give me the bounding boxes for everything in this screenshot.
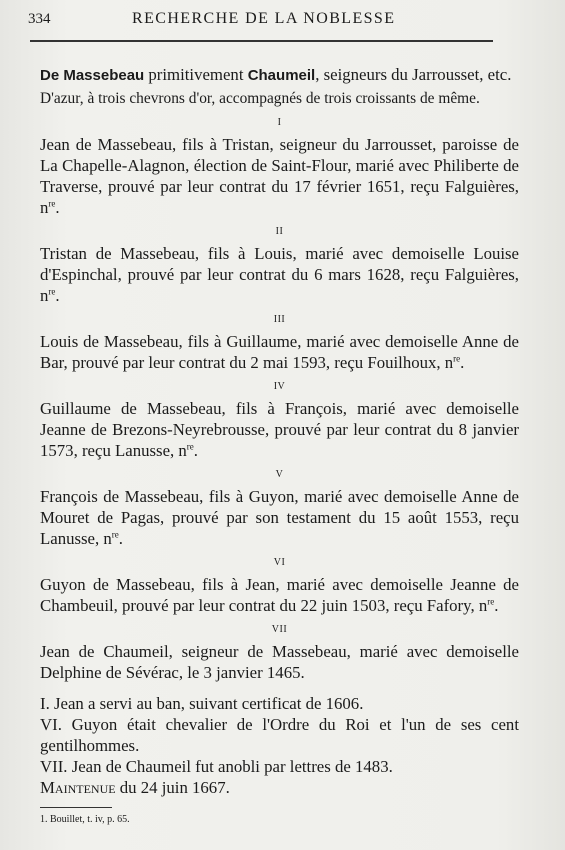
note-text: Guyon était chevalier de l'Ordre du Roi et l'un de ses cent gentilhommes. <box>40 715 519 755</box>
entry-end: . <box>55 286 60 305</box>
entry-superscript: re <box>48 198 56 209</box>
generation-entry <box>40 398 519 461</box>
coat-of-arms-description: D'azur, à trois chevrons d'or, accompagnés de trois croissants de même. <box>40 90 480 107</box>
generation-numeral: IV <box>273 381 286 392</box>
notes-section <box>40 693 519 777</box>
family-alias: Chaumeil <box>247 67 316 84</box>
heading-text: primitivement <box>144 65 248 84</box>
generation-entry <box>40 641 519 683</box>
entry-text: Guillaume de Massebeau, fils à François, marié avec demoiselle Jeanne de Brezons-Neyrebrousse, prouvé par leur contrat du 8 janvier 1573, reçu Lanusse, n <box>40 399 519 460</box>
page-body <box>28 64 521 798</box>
entry-superscript: re <box>48 286 56 297</box>
note-label: VII. <box>40 757 68 776</box>
running-title: RECHERCHE DE LA NOBLESSE <box>132 10 396 27</box>
entry-text: Jean de Chaumeil, seigneur de Massebeau, marié avec demoiselle Delphine de Sévérac, le 3 janvier 1465. <box>40 642 519 682</box>
entry-text: François de Massebeau, fils à Guyon, marié avec demoiselle Anne de Mouret de Pagas, prouvé par son testament du 15 août 1553, reçu Lanusse, n <box>40 487 519 548</box>
generation-numeral: V <box>275 469 284 480</box>
page-number: 334 <box>28 11 51 27</box>
genealogy-entries <box>40 116 519 683</box>
generation-numeral: I <box>277 117 282 128</box>
note-item <box>40 714 519 756</box>
entry-end: . <box>193 441 198 460</box>
generation-numeral: VII <box>271 624 288 635</box>
header-rule <box>30 40 493 42</box>
heading-text-2: , seigneurs du Jarrousset, etc. <box>315 65 512 84</box>
note-item <box>40 756 519 777</box>
entry-superscript: re <box>186 441 194 452</box>
maintenue-line <box>40 777 519 798</box>
maintenue-date: du 24 juin 1667. <box>115 778 230 797</box>
entry-text: Tristan de Massebeau, fils à Louis, marié avec demoiselle Louise d'Espinchal, prouvé par leur contrat du 6 mars 1628, reçu Falguières, n <box>40 244 519 305</box>
entry-end: . <box>118 529 123 548</box>
note-label: I. <box>40 694 50 713</box>
footnote-rule <box>40 807 112 808</box>
entry-superscript: re <box>111 529 119 540</box>
entry-end: . <box>55 198 60 217</box>
entry-superscript: re <box>453 353 461 364</box>
note-item <box>40 693 519 714</box>
running-head <box>28 10 521 38</box>
generation-entry <box>40 243 519 306</box>
generation-entry <box>40 574 519 616</box>
note-label: VI. <box>40 715 62 734</box>
entry-end: . <box>494 596 499 615</box>
generation-numeral: II <box>275 226 284 237</box>
family-heading <box>40 64 519 86</box>
note-text: Jean a servi au ban, suivant certificat de 1606. <box>49 694 364 713</box>
entry-end: . <box>460 353 465 372</box>
generation-entry <box>40 331 519 373</box>
generation-numeral: III <box>273 314 286 325</box>
entry-text: Guyon de Massebeau, fils à Jean, marié avec demoiselle Jeanne de Chambeuil, prouvé par leur contrat du 22 juin 1503, reçu Fafory, n <box>40 575 519 615</box>
note-text: Jean de Chaumeil fut anobli par lettres de 1483. <box>67 757 393 776</box>
footnote: 1. Bouillet, t. iv, p. 65. <box>40 814 130 825</box>
family-name: De Massebeau <box>40 67 145 84</box>
entry-text: Louis de Massebeau, fils à Guillaume, marié avec demoiselle Anne de Bar, prouvé par leur contrat du 2 mai 1593, reçu Fouilhoux, n <box>40 332 519 372</box>
entry-superscript: re <box>487 596 495 607</box>
generation-numeral: VI <box>273 557 286 568</box>
entry-text: Jean de Massebeau, fils à Tristan, seigneur du Jarrousset, paroisse de La Chapelle-Alagnon, élection de Saint-Flour, marié avec Philiberte de Traverse, prouvé par leur contrat du 17 février 1651, reçu Falguières, n <box>40 135 519 217</box>
generation-entry <box>40 486 519 549</box>
generation-entry <box>40 134 519 218</box>
maintenue-label: Maintenue <box>40 778 116 797</box>
